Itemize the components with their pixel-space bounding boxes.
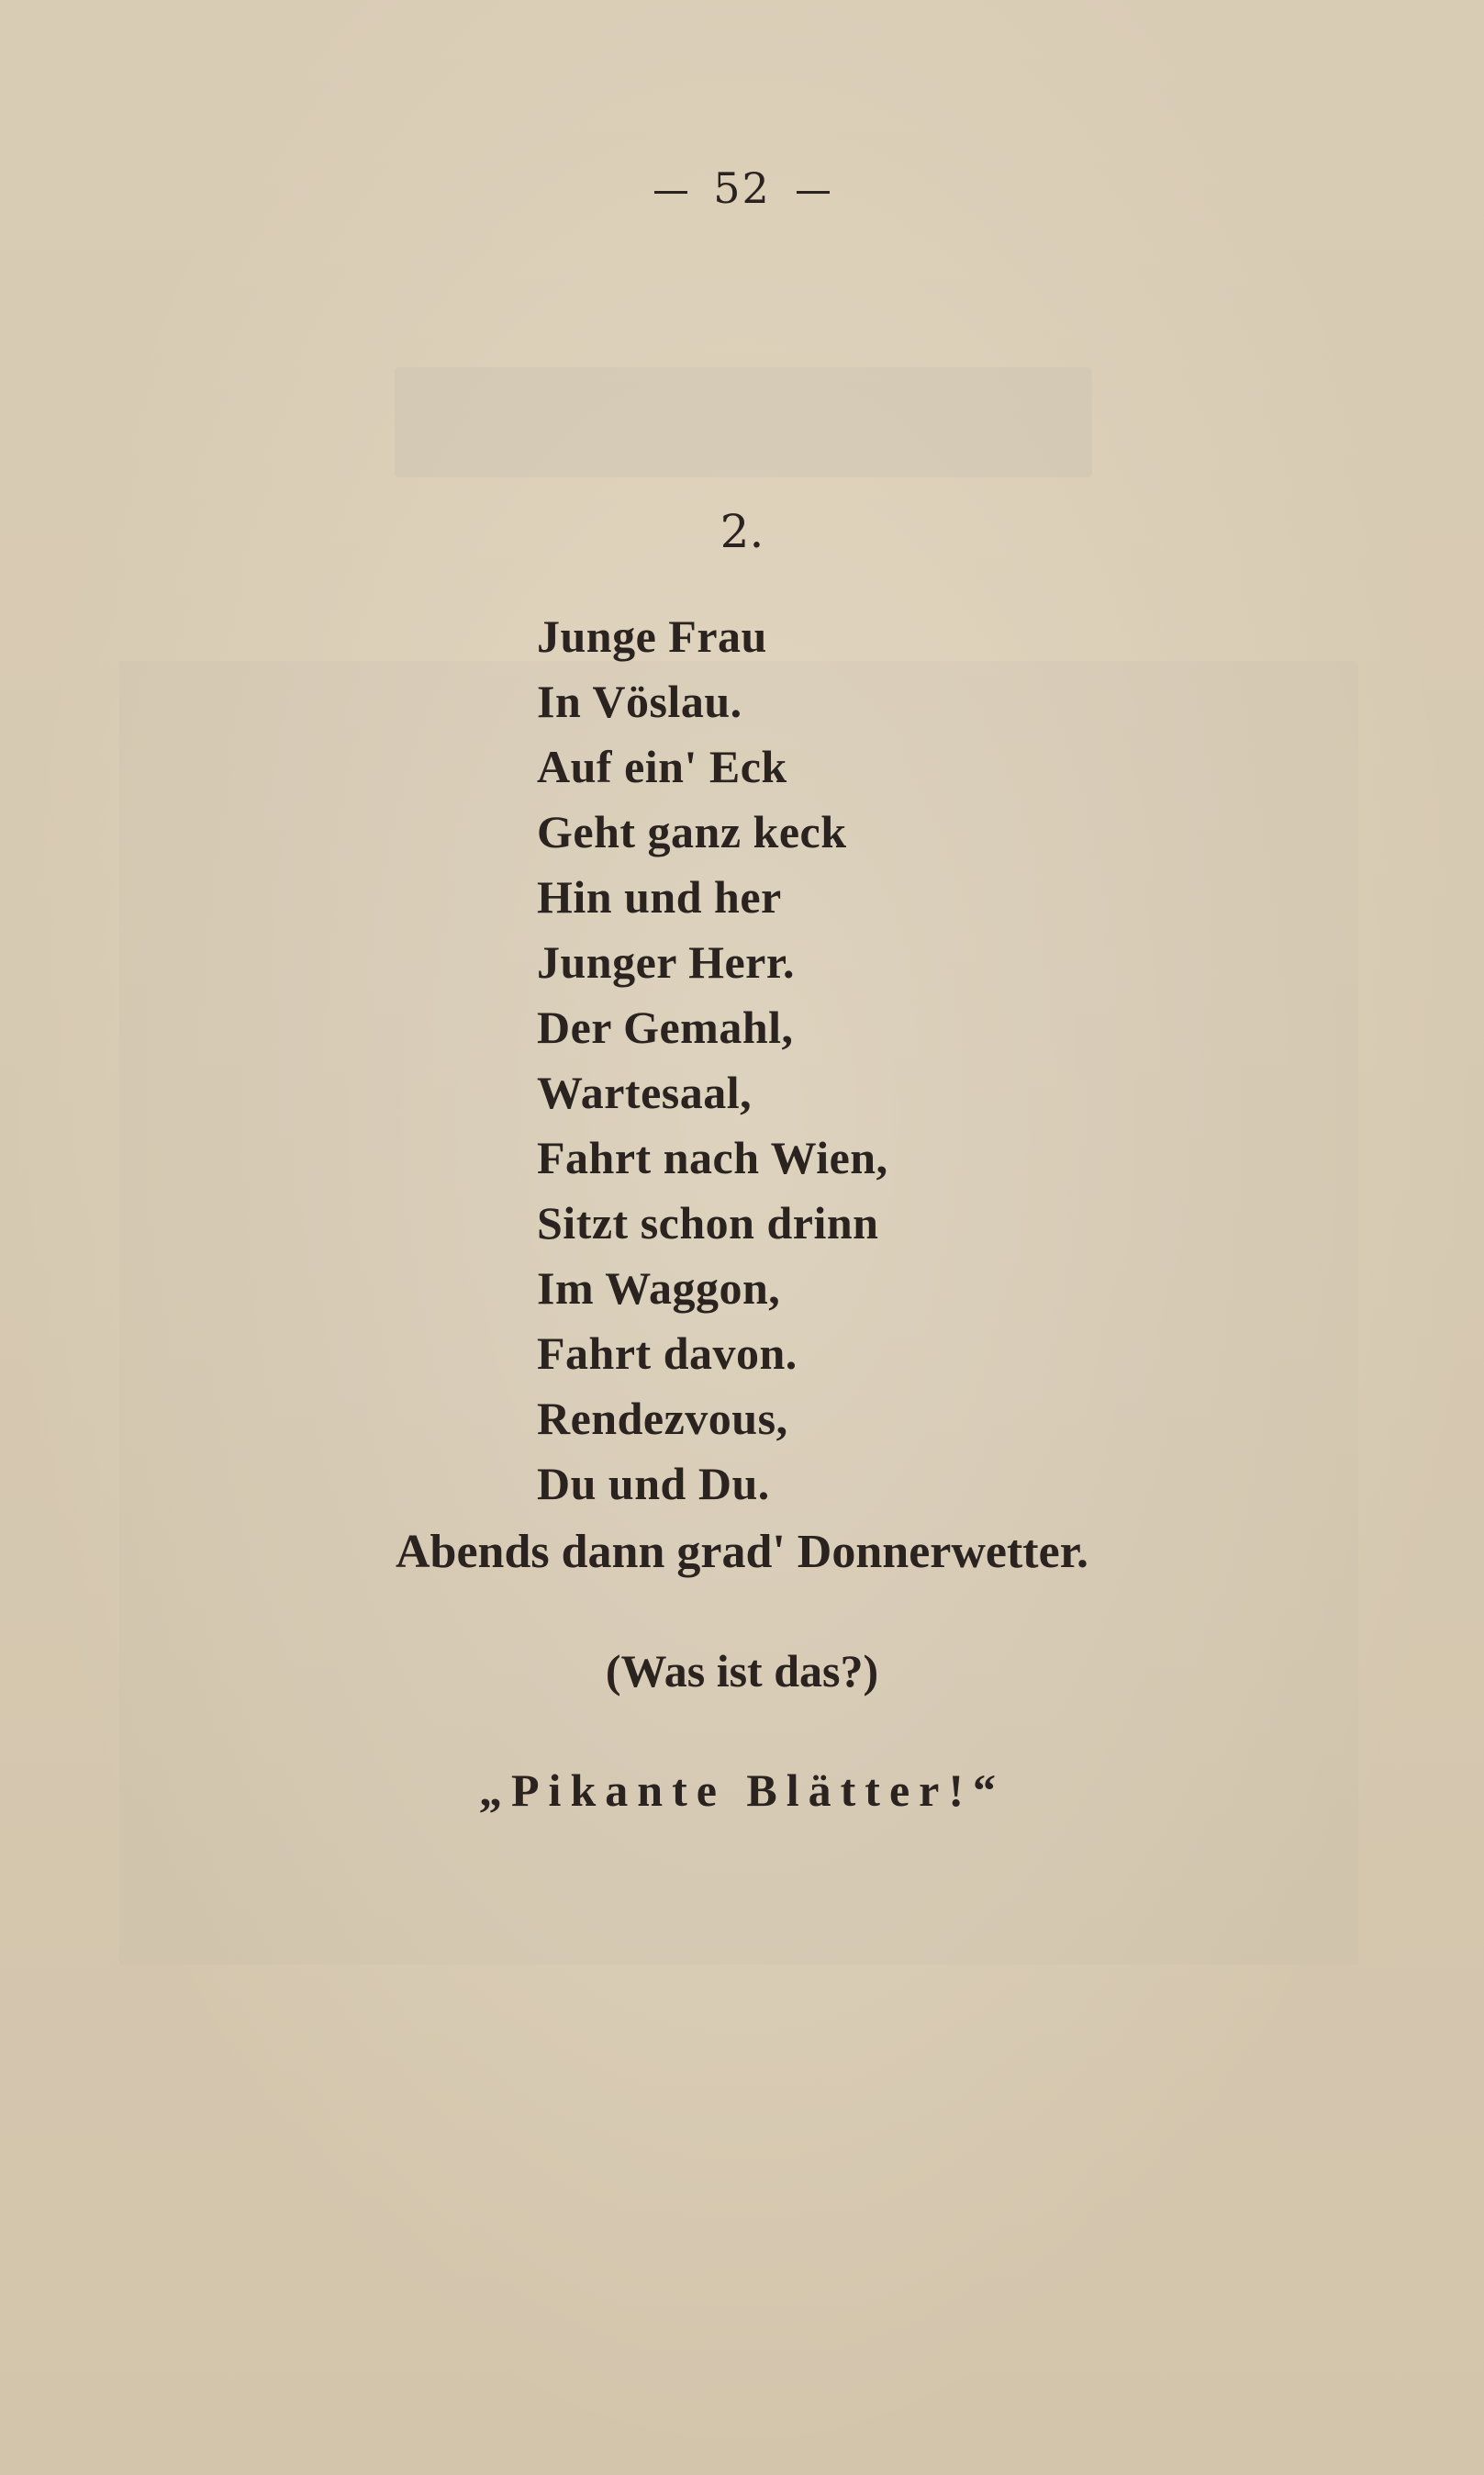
verse-line: Fahrt nach Wien, [537,1132,888,1183]
verse-line: Rendezvous, [537,1393,788,1444]
verse-line: In Vöslau. [537,676,742,727]
dash-right [797,191,830,194]
section-number: 2. [720,505,764,558]
show-through-heading [395,367,1092,477]
verse-line: Junge Frau [537,610,767,662]
verse-line: Im Waggon, [537,1262,781,1314]
verse-line: Sitzt schon drinn [537,1197,879,1249]
verse-line: Der Gemahl, [537,1002,794,1053]
verse-line: Fahrt davon. [537,1327,798,1379]
page-number [0,163,1484,213]
verse-line: Wartesaal, [537,1067,753,1118]
question-line: (Was ist das?) [605,1645,879,1697]
verse-line: Junger Herr. [537,936,795,988]
poem-verse [537,604,888,1517]
verse-line: Hin und her [537,871,782,923]
tagline: „Pikante Blätter!“ [479,1764,1005,1816]
verse-line: Du und Du. [537,1458,770,1509]
closing-line: Abends dann grad' Donnerwetter. [395,1526,1089,1578]
verse-line: Auf ein' Eck [537,741,787,792]
page-number-value: 52 [713,163,771,213]
dash-left [654,191,687,194]
verse-line: Geht ganz keck [537,806,847,857]
